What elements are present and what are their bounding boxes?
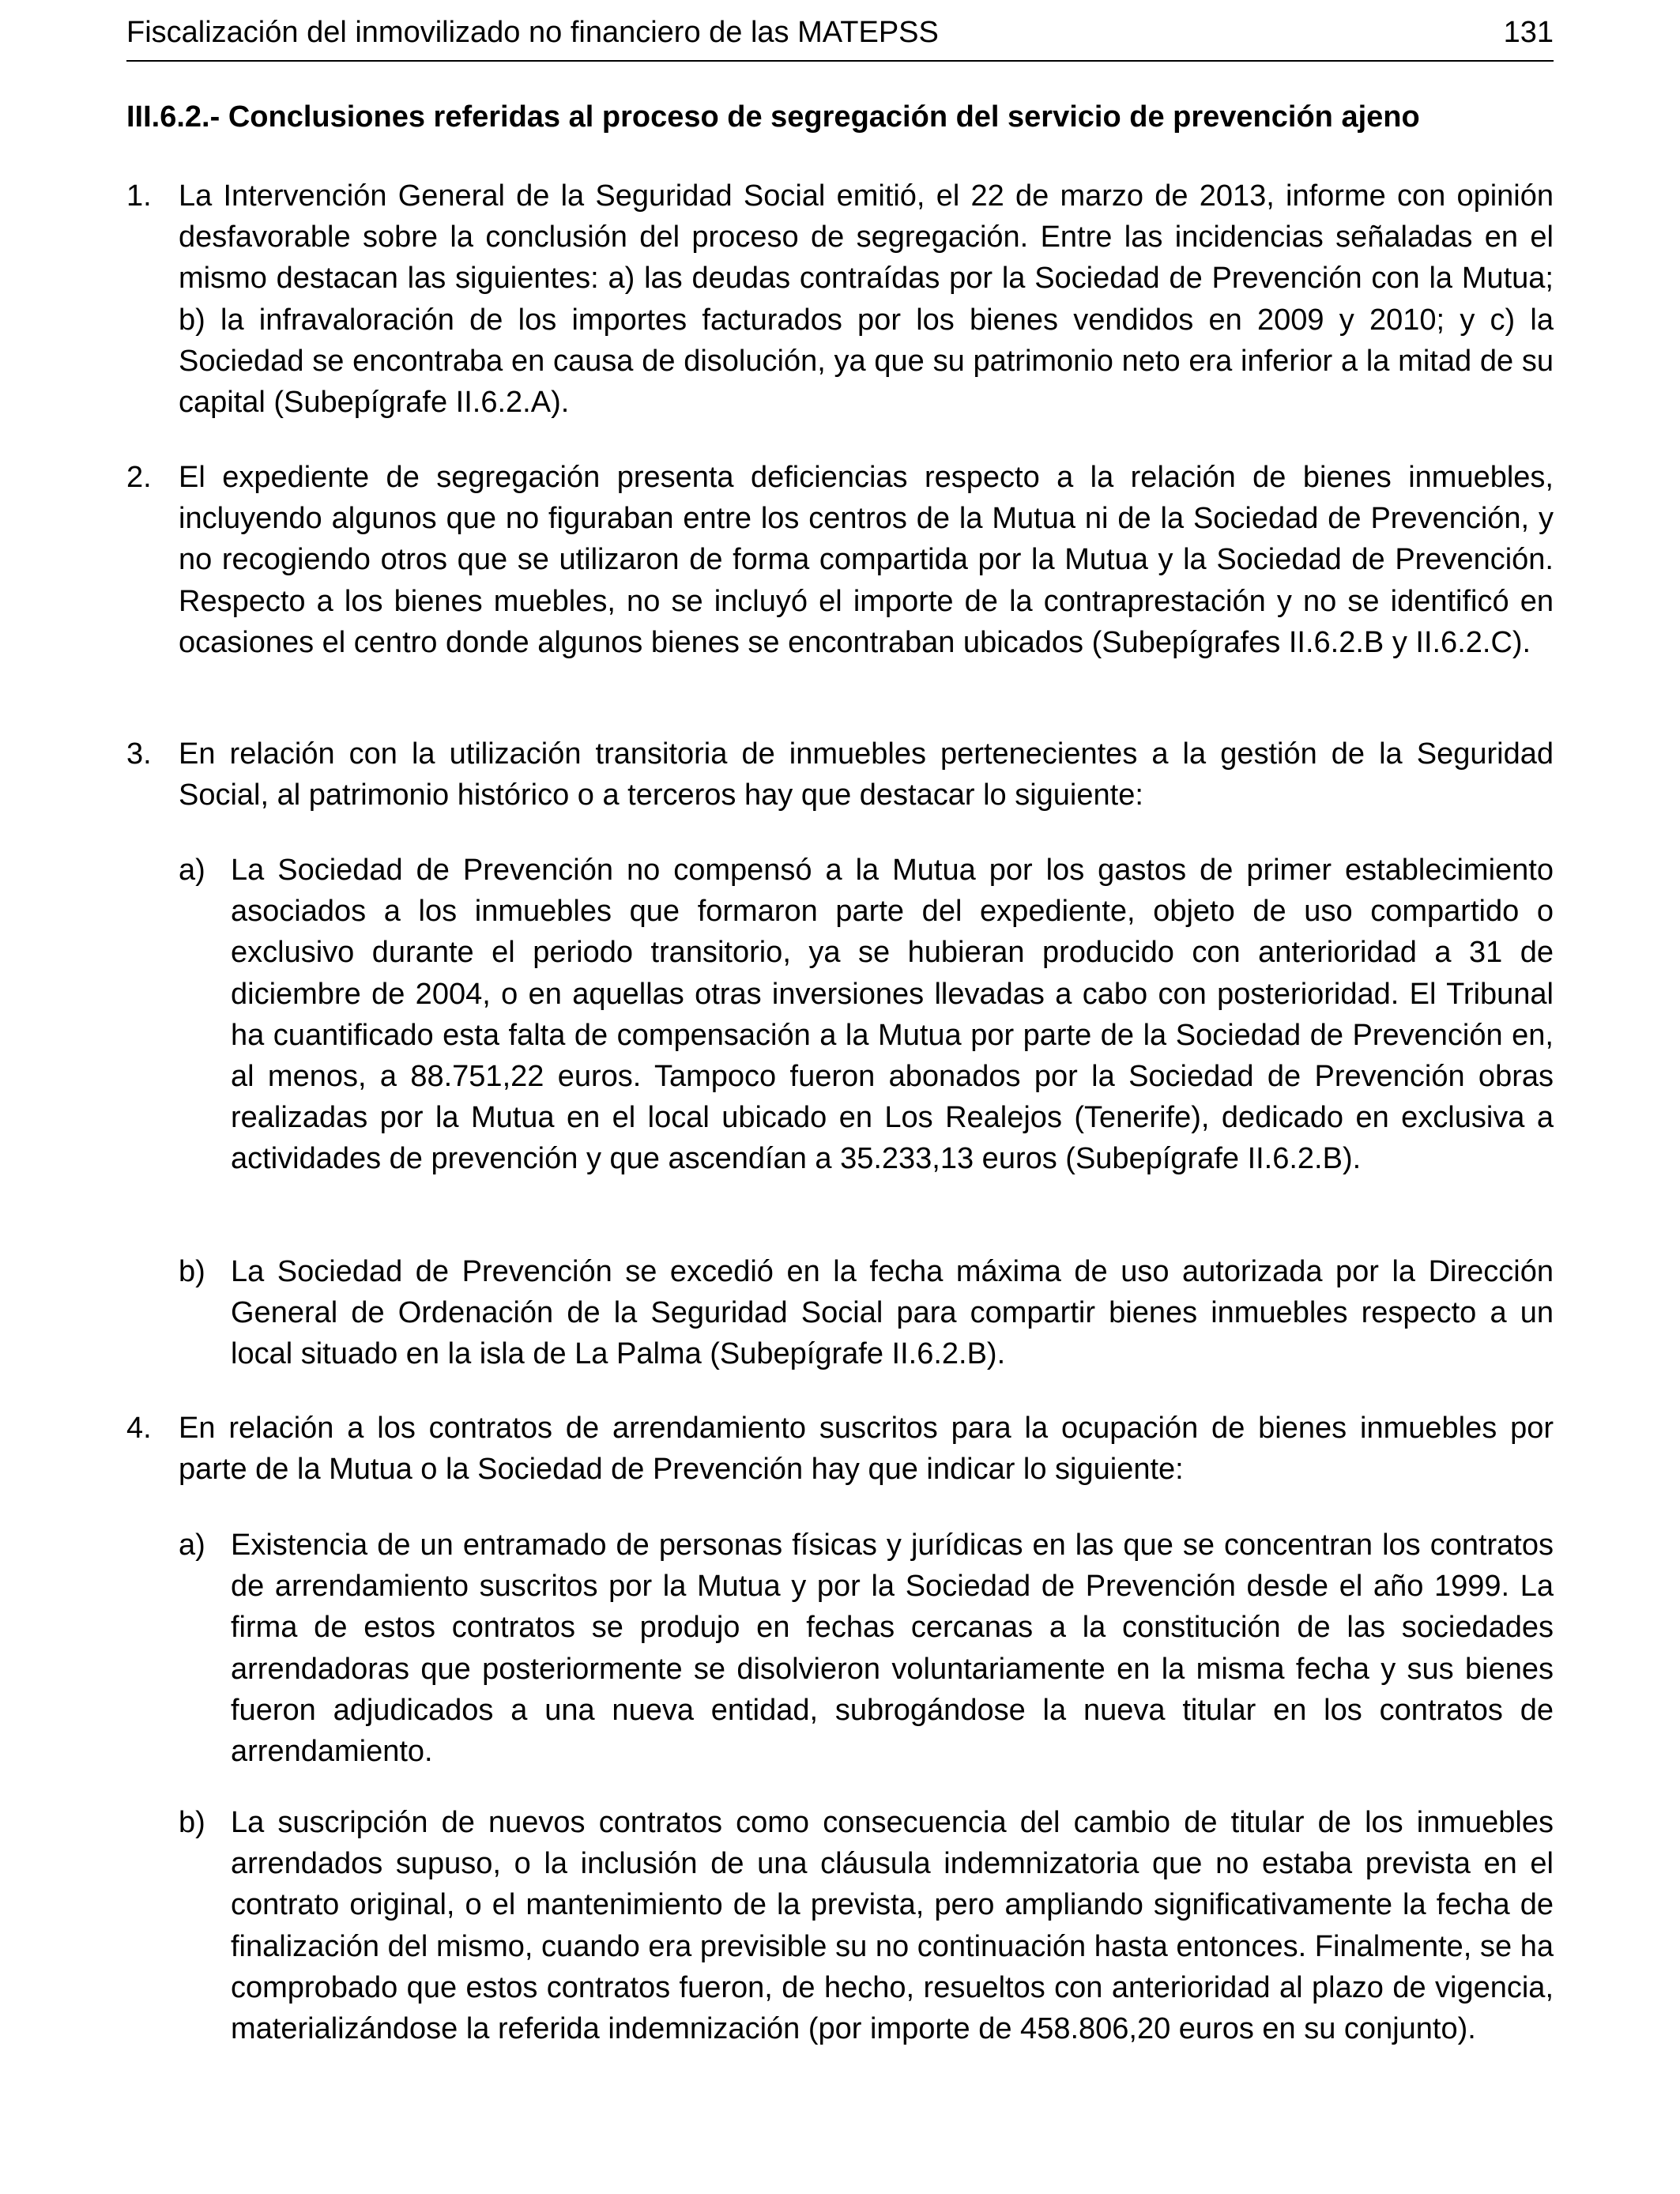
subitem-marker: a) xyxy=(179,1529,205,1562)
item-marker: 4. xyxy=(126,1412,152,1445)
subitem-marker: b) xyxy=(179,1255,205,1288)
conclusion-subitem-3b xyxy=(179,1251,1554,1375)
conclusion-item-4 xyxy=(126,1408,1554,1490)
conclusion-subitem-4b xyxy=(179,1802,1554,2049)
subitem-text: La Sociedad de Prevención no compensó a la Mutua por los gastos de primer establecimiento asociados a los inmuebles que formaron parte del expediente, objeto de uso compartido o exclusivo durante el periodo transitorio, ya se hubieran producido con anterioridad a 31 de diciembre de 2004, o en aquellas otras inversiones llevadas a cabo con posterioridad. El Tribunal ha cuantificado esta falta de compensación a la Mutua por parte de la Sociedad de Prevención en, al menos, a 88.751,22 euros. Tampoco fueron abonados por la Sociedad de Prevención obras realizadas por la Mutua en el local ubicado en Los Realejos (Tenerife), dedicado en exclusiva a actividades de prevención y que ascendían a 35.233,13 euros (Subepígrafe II.6.2.B). xyxy=(231,854,1554,1176)
item-text: El expediente de segregación presenta deficiencias respecto a la relación de bienes inmuebles, incluyendo algunos que no figuraban entre los centros de la Mutua ni de la Sociedad de Prevención, y no recogiendo otros que se utilizaron de forma compartida por la Mutua y la Sociedad de Prevención. Respecto a los bienes muebles, no se incluyó el importe de la contraprestación y no se identificó en ocasiones el centro donde algunos bienes se encontraban ubicados (Subepígrafes II.6.2.B y II.6.2.C). xyxy=(179,461,1554,659)
subitem-text: La Sociedad de Prevención se excedió en la fecha máxima de uso autorizada por la Dirección General de Ordenación de la Seguridad Social para compartir bienes inmuebles respecto a un local situado en la isla de La Palma (Subepígrafe II.6.2.B). xyxy=(231,1255,1554,1371)
conclusion-item-2 xyxy=(126,457,1554,663)
page-number: 131 xyxy=(1503,16,1554,49)
conclusion-item-3 xyxy=(126,733,1554,816)
conclusion-subitem-3a xyxy=(179,850,1554,1180)
item-marker: 1. xyxy=(126,179,152,213)
page-header xyxy=(126,14,1554,62)
header-title: Fiscalización del inmovilizado no financiero de las MATEPSS xyxy=(126,16,939,49)
item-text: La Intervención General de la Seguridad Social emitió, el 22 de marzo de 2013, informe con opinión desfavorable sobre la conclusión del proceso de segregación. Entre las incidencias señaladas en el mismo destacan las siguientes: a) las deudas contraídas por la Sociedad de Prevención con la Mutua; b) la infravaloración de los importes facturados por los bienes vendidos en 2009 y 2010; y c) la Sociedad se encontraba en causa de disolución, ya que su patrimonio neto era inferior a la mitad de su capital (Subepígrafe II.6.2.A). xyxy=(179,179,1554,420)
subitem-marker: b) xyxy=(179,1806,205,1839)
item-marker: 2. xyxy=(126,461,152,494)
subitem-text: La suscripción de nuevos contratos como consecuencia del cambio de titular de los inmuebles arrendados supuso, o la inclusión de una cláusula indemnizatoria que no estaba prevista en el contrato original, o el mantenimiento de la prevista, pero ampliando significativamente la fecha de finalización del mismo, cuando era previsible su no continuación hasta entonces. Finalmente, se ha comprobado que estos contratos fueron, de hecho, resueltos con anterioridad al plazo de vigencia, materializándose la referida indemnización (por importe de 458.806,20 euros en su conjunto). xyxy=(231,1806,1554,2046)
item-text: En relación con la utilización transitoria de inmuebles pertenecientes a la gestión de la Seguridad Social, al patrimonio histórico o a terceros hay que destacar lo siguiente: xyxy=(179,737,1554,812)
item-marker: 3. xyxy=(126,737,152,771)
subitem-marker: a) xyxy=(179,854,205,887)
section-title: III.6.2.- Conclusiones referidas al proceso de segregación del servicio de prevención ajeno xyxy=(126,100,1420,134)
conclusion-item-1 xyxy=(126,175,1554,423)
subitem-text: Existencia de un entramado de personas físicas y jurídicas en las que se concentran los contratos de arrendamiento suscritos por la Mutua y por la Sociedad de Prevención desde el año 1999. La firma de estos contratos se produjo en fechas cercanas a la constitución de las sociedades arrendadoras que posteriormente se disolvieron voluntariamente en la misma fecha y sus bienes fueron adjudicados a una nueva entidad, subrogándose la nueva titular en los contratos de arrendamiento. xyxy=(231,1529,1554,1769)
conclusion-subitem-4a xyxy=(179,1525,1554,1772)
item-text: En relación a los contratos de arrendamiento suscritos para la ocupación de bienes inmuebles por parte de la Mutua o la Sociedad de Prevención hay que indicar lo siguiente: xyxy=(179,1412,1554,1487)
